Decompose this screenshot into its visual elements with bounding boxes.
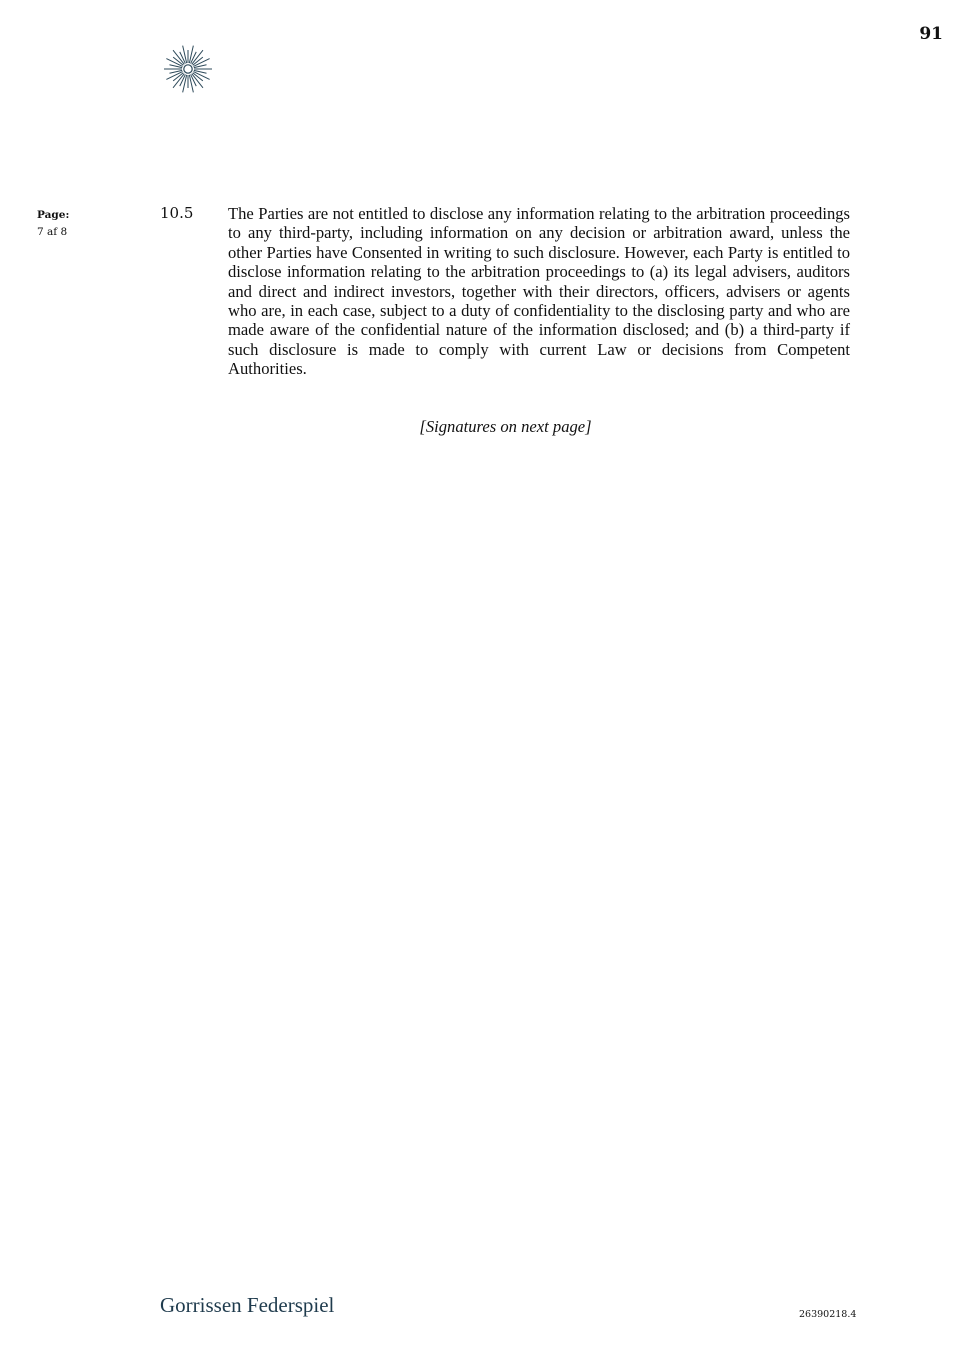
page-info bbox=[37, 207, 69, 241]
page-number: 91 bbox=[919, 24, 943, 44]
clause-text: The Parties are not entitled to disclose any information relating to the arbitration proceedings to any third-party, including information on any decision or arbitration award, unless the other Parties have Consented in writing to such disclosure. However, each Party is entitled to disclose information relating to the arbitration proceedings to (a) its legal advisers, auditors and direct and indirect investors, together with their directors, officers, advisers or agents who are, in each case, subject to a duty of confidentiality to the disclosing party and who are made aware of the confidential nature of the information disclosed; and (b) a third-party if such disclosure is made to comply with current Law or decisions from Competent Authorities. bbox=[228, 204, 850, 379]
signature-note: [Signatures on next page] bbox=[419, 417, 592, 436]
page-count: 7 af 8 bbox=[37, 226, 68, 238]
document-id: 26390218.4 bbox=[799, 1309, 857, 1320]
logo-ray bbox=[183, 75, 187, 93]
firm-name: Gorrissen Federspiel bbox=[160, 1293, 335, 1317]
page-label: Page: bbox=[37, 209, 70, 221]
logo-ray bbox=[189, 46, 193, 64]
logo-ray bbox=[189, 75, 193, 93]
sunburst-logo-icon bbox=[159, 44, 217, 94]
logo-ray bbox=[183, 46, 187, 64]
clause-number: 10.5 bbox=[160, 204, 194, 222]
